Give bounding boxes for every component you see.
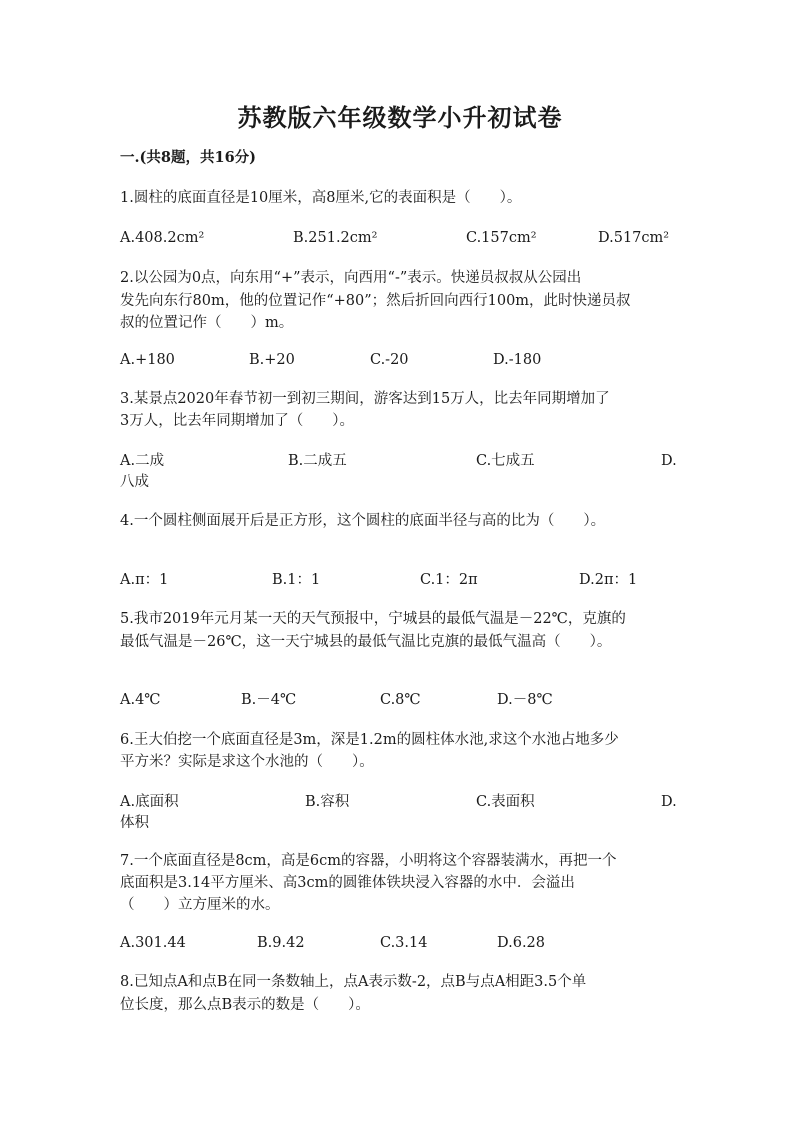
q7-stem-line-2: 底面积是3.14平方厘米、高3cm的圆锥体铁块浸入容器的水中．会溢出 bbox=[120, 875, 575, 891]
q2-stem-line-3: 叔的位置记作（ ）m。 bbox=[120, 315, 294, 331]
q2-option-d: D.-180 bbox=[493, 352, 542, 368]
q6-option-d-prefix: D. bbox=[661, 794, 677, 810]
q5-option-a: A.4℃ bbox=[120, 692, 161, 708]
q2-option-b: B.+20 bbox=[249, 352, 295, 368]
q7-option-a: A.301.44 bbox=[120, 935, 186, 951]
q5-stem-line-2: 最低气温是－26℃，这一天宁城县的最低气温比克旗的最低气温高（ ）。 bbox=[120, 634, 612, 650]
q7-option-c: C.3.14 bbox=[380, 935, 428, 951]
q3-option-d-text: 八成 bbox=[120, 474, 149, 490]
q2-option-c: C.-20 bbox=[370, 352, 409, 368]
q7-option-b: B.9.42 bbox=[257, 935, 305, 951]
q1-option-c: C.157cm² bbox=[466, 230, 537, 246]
q1-stem: 1.圆柱的底面直径是10厘米，高8厘米,它的表面积是（ ）。 bbox=[120, 190, 522, 206]
q5-option-c: C.8℃ bbox=[380, 692, 421, 708]
q4-option-c: C.1：2π bbox=[420, 572, 478, 588]
page-title: 苏教版六年级数学小升初试卷 bbox=[237, 103, 563, 132]
q6-stem-line-1: 6.王大伯挖一个底面直径是3m，深是1.2m的圆柱体水池,求这个水池占地多少 bbox=[120, 732, 619, 748]
q3-option-a: A.二成 bbox=[120, 453, 165, 469]
q3-option-c: C.七成五 bbox=[476, 453, 535, 469]
q4-stem: 4.一个圆柱侧面展开后是正方形，这个圆柱的底面半径与高的比为（ ）。 bbox=[120, 513, 606, 529]
q5-option-d: D.－8℃ bbox=[497, 692, 553, 708]
q4-option-d: D.2π：1 bbox=[579, 572, 638, 588]
q6-option-b: B.容积 bbox=[305, 794, 350, 810]
q3-option-d-prefix: D. bbox=[661, 453, 677, 469]
q1-option-a: A.408.2cm² bbox=[120, 230, 205, 246]
section-heading: 一.(共8题，共16分) bbox=[120, 149, 257, 166]
q2-option-a: A.+180 bbox=[120, 352, 175, 368]
q6-option-c: C.表面积 bbox=[476, 794, 535, 810]
q6-option-d-text: 体积 bbox=[120, 815, 149, 831]
q5-stem-line-1: 5.我市2019年元月某一天的天气预报中，宁城县的最低气温是－22℃，克旗的 bbox=[120, 611, 626, 627]
q8-stem-line-1: 8.已知点A和点B在同一条数轴上，点A表示数-2，点B与点A相距3.5个单 bbox=[120, 974, 587, 990]
q2-stem-line-1: 2.以公园为0点，向东用“+”表示，向西用“-”表示。快递员叔叔从公园出 bbox=[120, 270, 582, 286]
q4-option-b: B.1：1 bbox=[272, 572, 321, 588]
q3-option-b: B.二成五 bbox=[288, 453, 347, 469]
q8-stem-line-2: 位长度，那么点B表示的数是（ ）。 bbox=[120, 997, 370, 1013]
q5-option-b: B.－4℃ bbox=[241, 692, 297, 708]
q7-option-d: D.6.28 bbox=[497, 935, 546, 951]
q4-option-a: A.π：1 bbox=[120, 572, 169, 588]
q6-stem-line-2: 平方米？实际是求这个水池的（ ）。 bbox=[120, 754, 374, 770]
q7-stem-line-1: 7.一个底面直径是8cm，高是6cm的容器，小明将这个容器装满水，再把一个 bbox=[120, 853, 617, 869]
q6-option-a: A.底面积 bbox=[120, 794, 179, 810]
q1-option-b: B.251.2cm² bbox=[293, 230, 378, 246]
q2-stem-line-2: 发先向东行80m，他的位置记作“+80”；然后折回向西行100m，此时快递员叔 bbox=[120, 293, 631, 309]
q7-stem-line-3: （ ）立方厘米的水。 bbox=[120, 897, 280, 913]
q3-stem-line-1: 3.某景点2020年春节初一到初三期间，游客达到15万人，比去年同期增加了 bbox=[120, 391, 610, 407]
q3-stem-line-2: 3万人，比去年同期增加了（ ）。 bbox=[120, 413, 354, 429]
q1-option-d: D.517cm² bbox=[598, 230, 670, 246]
